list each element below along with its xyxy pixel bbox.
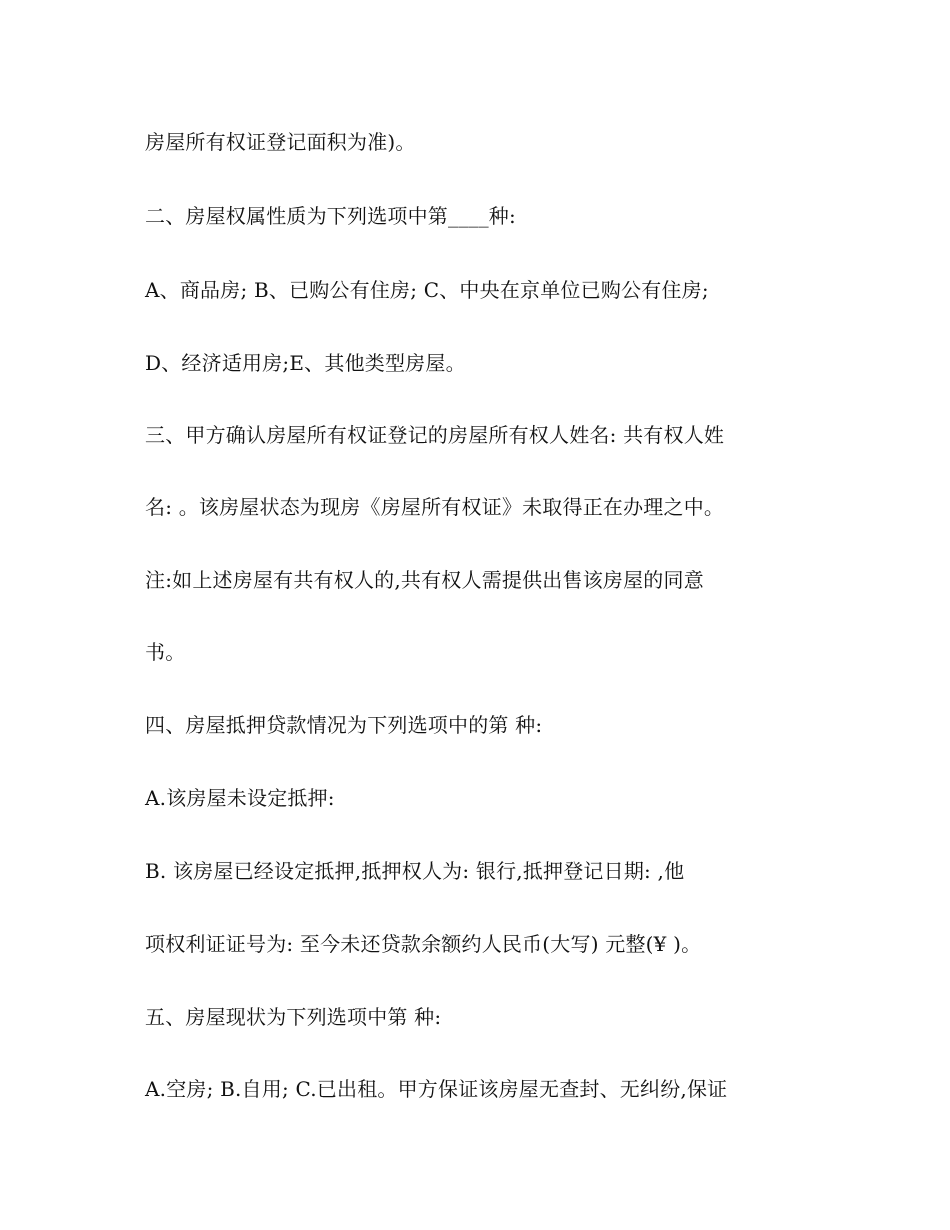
section-2-options-a-c: A、商品房; B、已购公有住房; C、中央在京单位已购公有住房; — [145, 278, 709, 302]
section-4-option-b: B. 该房屋已经设定抵押,抵押权人为: 银行,抵押登记日期: ,他 — [145, 859, 685, 883]
section-4-option-b-continued: 项权利证证号为: 至今未还贷款余额约人民币(大写) 元整(¥ )。 — [145, 932, 702, 956]
section-4-heading: 四、房屋抵押贷款情况为下列选项中的第 种: — [145, 713, 543, 737]
text-line-area-basis: 房屋所有权证登记面积为准)。 — [145, 130, 416, 154]
section-2-heading: 二、房屋权属性质为下列选项中第____种: — [145, 204, 516, 228]
section-3-note: 注:如上述房屋有共有权人的,共有权人需提供出售该房屋的同意 — [145, 568, 704, 592]
section-3-heading: 三、甲方确认房屋所有权证登记的房屋所有权人姓名: 共有权人姓 — [145, 423, 725, 447]
section-3-note-end: 书。 — [145, 640, 186, 664]
section-3-continued: 名: 。该房屋状态为现房《房屋所有权证》未取得正在办理之中。 — [145, 495, 725, 519]
section-5-heading: 五、房屋现状为下列选项中第 种: — [145, 1005, 442, 1029]
section-5-options: A.空房; B.自用; C.已出租。甲方保证该房屋无查封、无纠纷,保证 — [145, 1077, 728, 1101]
section-4-option-a: A.该房屋未设定抵押: — [145, 786, 335, 810]
section-2-options-d-e: D、经济适用房;E、其他类型房屋。 — [145, 351, 466, 375]
